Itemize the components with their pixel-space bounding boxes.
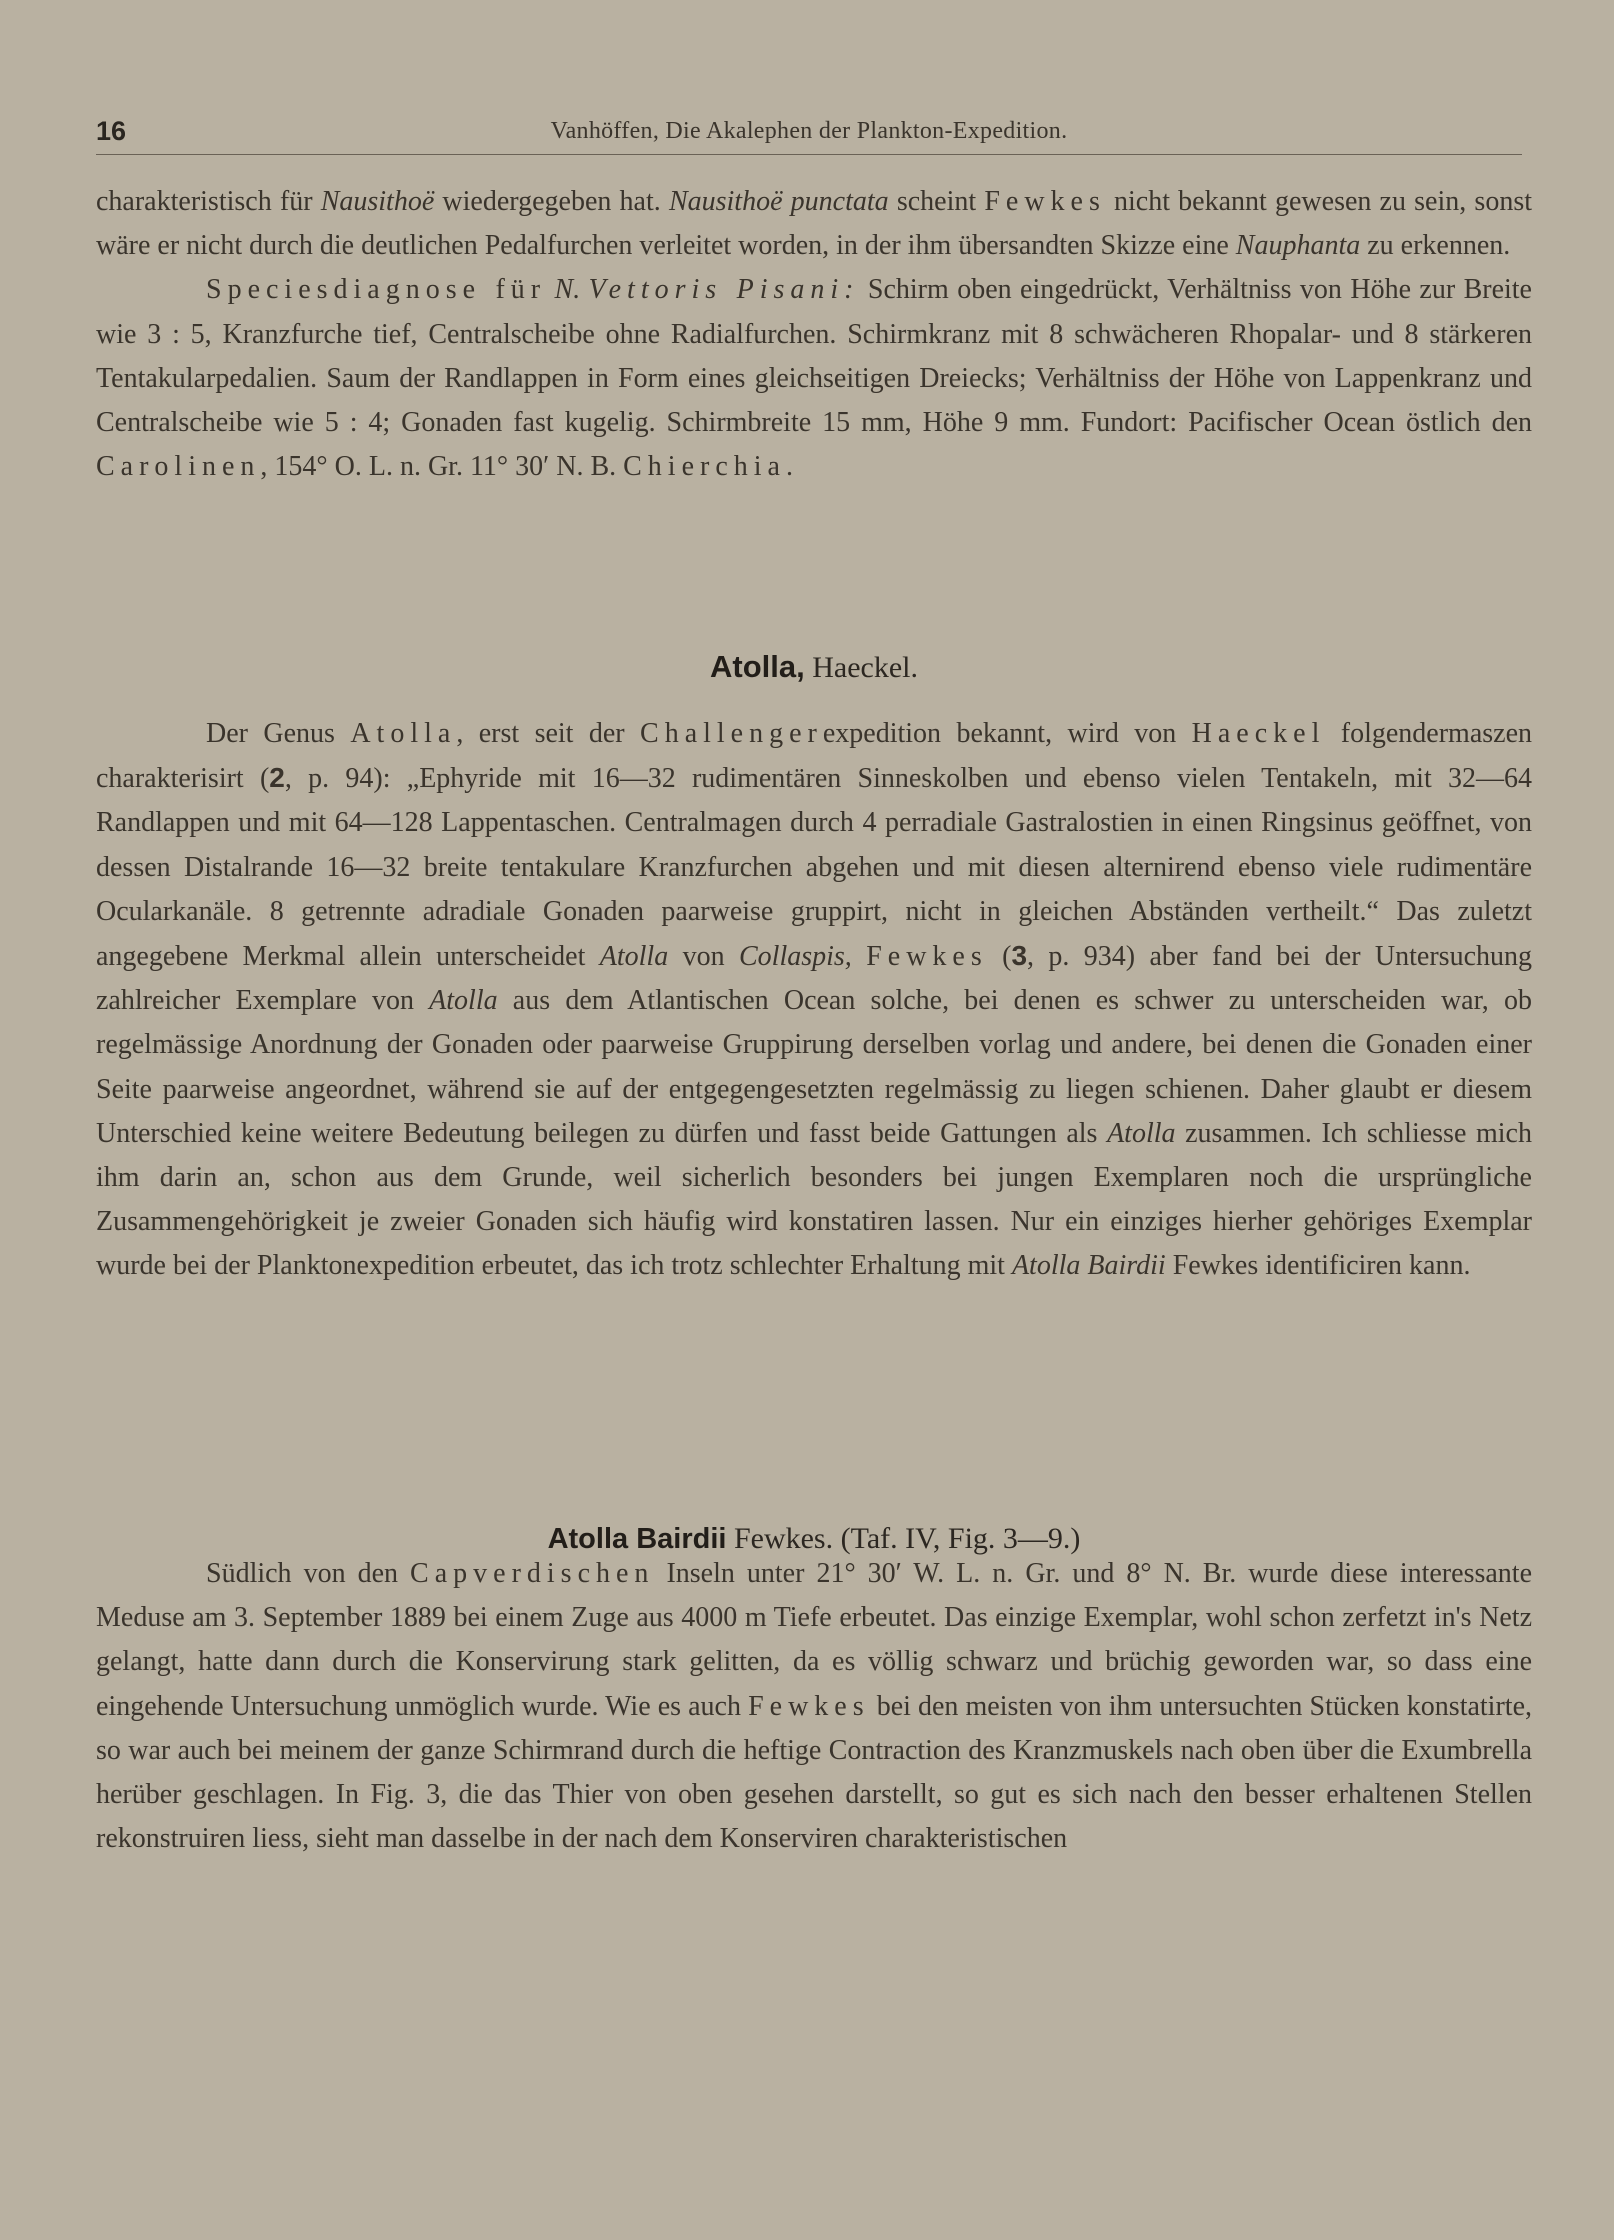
collector-name: Chierchia <box>623 451 786 483</box>
place-name: Carolinen <box>96 451 261 483</box>
text-block-atolla-bairdii <box>96 1552 1532 1861</box>
heading-genus: Atolla, <box>710 649 805 684</box>
heading-author: Haeckel. <box>804 651 918 684</box>
author-name: Fewkes <box>748 1690 870 1722</box>
paragraph-species-diagnosis: Speciesdiagnose für N. Vettoris Pisani: Schirm oben eingedrückt, Verhältniss von Höhe zur Breite wie 3 : 5, Kranzfurche tief, Centralscheibe ohne Radialfurchen. Schirmkranz mit 8 schwächeren Rhopalar- und 8 stärkeren Tentakularpedalien. Saum der Randlappen in Form eines gleichseitigen Dreiecks; Verhältniss der Höhe von Lappenkranz und Centralscheibe wie 5 : 4; Gonaden fast kugelig. Schirmbreite 15 mm, Höhe 9 mm. Fundort: Pacifischer Ocean östlich den Carolinen, 154° O. L. n. Gr. 11° 30′ N. B. Chierchia. <box>96 274 1532 483</box>
paragraph-atolla-genus: Der Genus Atolla, erst seit der Challengerexpedition bekannt, wird von Haeckel folgendermaszen charakterisirt (2, p. 94): „Ephyride mit 16—32 rudimentären Sinneskolben und ebenso vielen Tentakeln, mit 32—64 Randlappen und mit 64—128 Lappentaschen. Centralmagen durch 4 perradiale Gastralostien in einen Ringsinus geöffnet, von dessen Distalrande 16—32 breite tentakulare Kranzfurchen abgehen und mit diesen alternirend ebenso viele rudimentäre Ocularkanäle. 8 getrennte adradiale Gonaden paarweise gruppirt, nicht in gleichen Abständen vertheilt.“ Das zuletzt angegebene Merkmal allein unterscheidet Atolla von Collaspis, Fewkes (3, p. 934) aber fand bei der Untersuchung zahlreicher Exemplare von Atolla aus dem Atlantischen Ocean solche, bei denen es schwer zu unterscheiden war, ob regelmässige Anordnung der Gonaden oder paarweise Gruppirung derselben vorlag und andere, bei denen die Gonaden einer Seite paarweise angeordnet, während sie auf der entgegengesetzten regelmässig zu liegen schienen. Daher glaubt er diesem Unterschied keine weitere Bedeutung beilegen zu dürfen und fasst beide Gattungen als Atolla zusammen. Ich schliesse mich ihm darin an, schon aus dem Grunde, weil sicherlich besonders bei jungen Exemplaren noch die ursprüngliche Zusammengehörigkeit je zweier Gonaden sich häufig wird konstatiren lassen. Nur ein einziges hierher gehöriges Exemplar wurde bei der Planktonexpedition erbeutet, das ich trotz schlechter Erhaltung mit Atolla Bairdii Fewkes identificiren kann. <box>96 718 1533 1282</box>
page-number: 16 <box>96 116 127 146</box>
running-title: Vanhöffen, Die Akalephen der Plankton-Expedition. <box>550 118 1068 144</box>
taxon-name: Vettoris Pisani: <box>588 274 860 306</box>
text-block-nausithoe <box>96 180 1532 489</box>
page-header <box>96 110 1522 155</box>
taxon-name: Nausithoë punctata <box>668 186 889 217</box>
section-heading-atolla-bairdii <box>96 1522 1532 1556</box>
author-name: Haeckel <box>1191 718 1326 749</box>
taxon-name: Atolla <box>599 941 669 973</box>
taxon-name: Nauphanta <box>1235 230 1361 262</box>
reference-number: 3 <box>1011 940 1028 972</box>
reference-number: 2 <box>269 762 285 794</box>
place-name: Capverdischen <box>410 1558 655 1589</box>
text-block-atolla <box>96 712 1532 1289</box>
diagnosis-label: Speciesdiagnose für <box>206 274 547 306</box>
expedition-name: Challenger <box>640 718 823 749</box>
author-name: Fewkes <box>984 186 1106 217</box>
taxon-name: Atolla <box>429 985 498 1017</box>
section-heading-atolla <box>96 649 1532 685</box>
heading-reference: Fewkes. (Taf. IV, Fig. 3—9.) <box>726 1522 1081 1555</box>
paragraph-nausithoe-continued: charakteristisch für Nausithoë wiedergegeben hat. Nausithoë punctata scheint Fewkes nicht bekannt gewesen zu sein, sonst wäre er nicht durch die deutlichen Pedalfurchen verleitet worden, in der ihm übersandten Skizze eine Nauphanta zu erkennen. <box>96 186 1533 262</box>
taxon-name: Nausithoë <box>320 186 435 217</box>
taxon-name: Atolla Bairdii <box>1011 1250 1166 1282</box>
taxon-name: Atolla <box>1107 1117 1176 1149</box>
taxon-name: Collaspis, <box>738 941 852 973</box>
heading-species: Atolla Bairdii <box>547 1523 727 1555</box>
author-name: Fewkes <box>866 941 988 973</box>
paragraph-atolla-bairdii: Südlich von den Capverdischen Inseln unter 21° 30′ W. L. n. Gr. und 8° N. Br. wurde diese interessante Meduse am 3. September 1889 bei einem Zuge aus 4000 m Tiefe erbeutet. Das einzige Exemplar, wohl schon zerfetzt in's Netz gelangt, hatte dann durch die Konservirung stark gelitten, da es völlig schwarz und brüchig geworden war, so dass eine eingehende Untersuchung unmöglich wurde. Wie es auch Fewkes bei den meisten von ihm untersuchten Stücken konstatirte, so war auch bei meinem der ganze Schirmrand durch die heftige Contraction des Kranzmuskels nach oben über die Exumbrella herüber geschlagen. In Fig. 3, die das Thier von oben gesehen darstellt, so gut es sich nach den besser erhaltenen Stellen rekonstruiren liess, sieht man dasselbe in der nach dem Konserviren charakteristischen <box>96 1558 1532 1855</box>
taxon-name: Atolla <box>350 718 457 749</box>
